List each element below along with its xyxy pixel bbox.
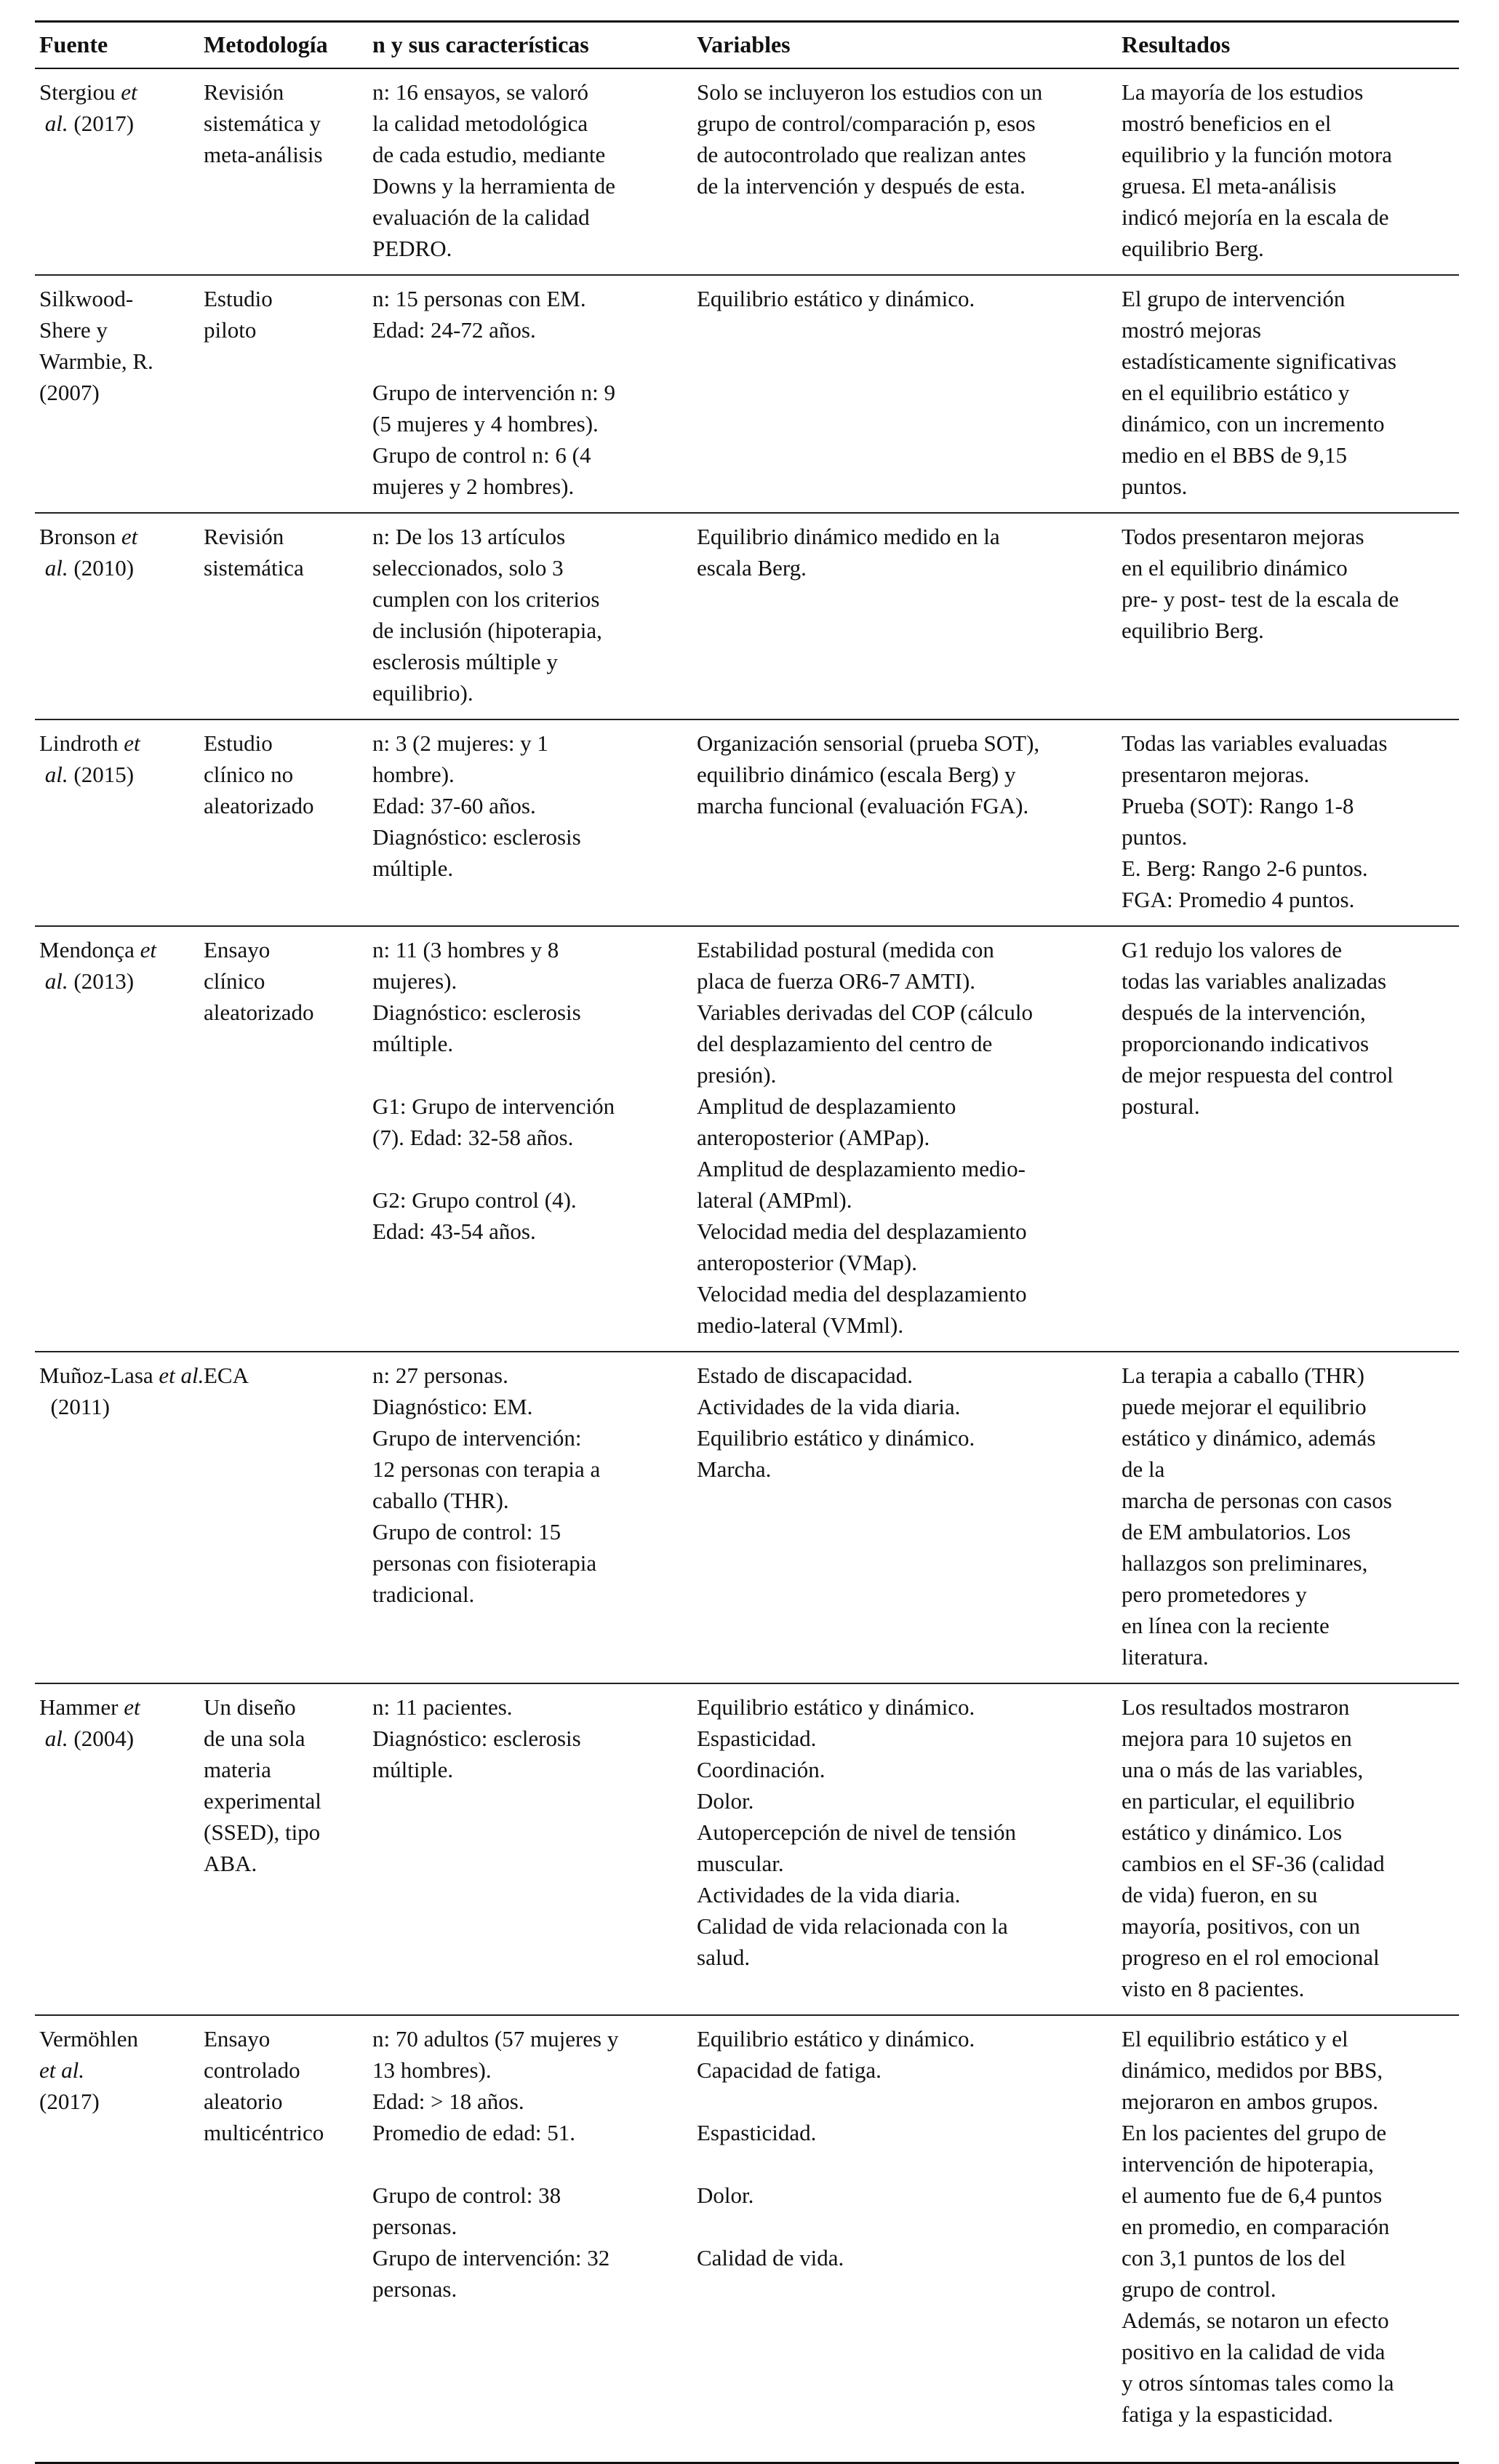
citation-author: Lindroth — [39, 730, 124, 756]
cell-n-caracteristicas-line: la calidad metodológica — [372, 111, 588, 136]
cell-n-caracteristicas-line: Diagnóstico: esclerosis — [372, 1000, 581, 1025]
cell-resultados-line: pre- y post- test de la escala de — [1122, 586, 1399, 612]
table-row — [35, 926, 1459, 1352]
cell-variables-line: Velocidad media del desplazamiento — [697, 1219, 1027, 1244]
cell-fuente — [35, 926, 199, 1352]
cell-n-caracteristicas-line: Edad: 24-72 años. — [372, 317, 536, 343]
cell-n-caracteristicas-line: de inclusión (hipoterapia, — [372, 618, 602, 643]
cell-metodologia-line: sistemática y — [204, 111, 321, 136]
cell-n-caracteristicas — [368, 1683, 692, 2015]
cell-resultados-line: indicó mejoría en la escala de — [1122, 204, 1389, 230]
cell-variables-line: anteroposterior (VMap). — [697, 1250, 918, 1275]
citation-line — [39, 1360, 204, 1391]
cell-n-caracteristicas-line: n: 27 personas. — [372, 1363, 508, 1388]
cell-resultados-line: cambios en el SF-36 (calidad — [1122, 1851, 1385, 1876]
cell-variables-line: Dolor. — [697, 2182, 754, 2208]
cell-n-caracteristicas-line: múltiple. — [372, 1757, 454, 1782]
cell-resultados-line: marcha de personas con casos — [1122, 1488, 1392, 1513]
citation-year: (2010) — [68, 555, 135, 581]
cell-metodologia-line: Un diseño — [204, 1694, 296, 1720]
cell-resultados-line: El grupo de intervención — [1122, 286, 1346, 311]
cell-metodologia — [199, 926, 368, 1352]
cell-n-caracteristicas — [368, 2015, 692, 2463]
citation-line — [39, 965, 189, 997]
cell-n-caracteristicas-line: n: 15 personas con EM. — [372, 286, 586, 311]
cell-metodologia-line: ABA. — [204, 1851, 257, 1876]
cell-n-caracteristicas-line — [372, 346, 682, 377]
cell-n-caracteristicas-line: de cada estudio, mediante — [372, 142, 606, 167]
header-variables: Variables — [692, 22, 1117, 69]
cell-metodologia — [199, 1683, 368, 2015]
cell-metodologia — [199, 2015, 368, 2463]
cell-variables-line: Calidad de vida relacionada con la — [697, 1913, 1008, 1939]
citation-year: (2011) — [39, 1394, 110, 1419]
cell-n-caracteristicas-line: personas. — [372, 2214, 457, 2239]
cell-variables-line: Calidad de vida. — [697, 2245, 844, 2270]
citation-line: (2007) — [39, 380, 100, 405]
cell-resultados-line: estático y dinámico. Los — [1122, 1819, 1343, 1845]
cell-variables-line — [697, 2148, 1107, 2180]
cell-fuente — [35, 2015, 199, 2463]
cell-resultados-line: puntos. — [1122, 474, 1188, 499]
cell-variables-line: Variables derivadas del COP (cálculo — [697, 1000, 1033, 1025]
cell-n-caracteristicas-line: Edad: 37-60 años. — [372, 793, 536, 818]
cell-variables-line: Coordinación. — [697, 1757, 826, 1782]
table-body — [35, 68, 1459, 2463]
citation-etal: al. — [39, 968, 68, 994]
cell-variables — [692, 926, 1117, 1352]
cell-n-caracteristicas-line: evaluación de la calidad — [372, 204, 590, 230]
cell-n-caracteristicas-line: personas con fisioterapia — [372, 1550, 597, 1576]
cell-metodologia-line: controlado — [204, 2057, 300, 2083]
cell-metodologia-line: Estudio — [204, 730, 273, 756]
cell-resultados-line: en el equilibrio dinámico — [1122, 555, 1348, 581]
cell-resultados-line: mostró mejoras — [1122, 317, 1261, 343]
cell-resultados-line: progreso en el rol emocional — [1122, 1945, 1380, 1970]
cell-n-caracteristicas-line — [372, 1059, 682, 1091]
cell-variables-line: placa de fuerza OR6-7 AMTI). — [697, 968, 976, 994]
cell-metodologia — [199, 513, 368, 719]
citation-etal: al. — [39, 555, 68, 581]
table-header-row — [35, 22, 1459, 69]
cell-resultados-line: proporcionando indicativos — [1122, 1031, 1370, 1056]
cell-resultados-line: G1 redujo los valores de — [1122, 937, 1343, 962]
citation-line: Vermöhlen — [39, 2026, 139, 2052]
cell-n-caracteristicas-line: mujeres y 2 hombres). — [372, 474, 575, 499]
cell-fuente — [35, 719, 199, 926]
citation-year: (2013) — [68, 968, 135, 994]
citation-etal: et al. — [159, 1363, 204, 1388]
cell-metodologia-line: Ensayo — [204, 2026, 271, 2052]
cell-n-caracteristicas-line: n: 3 (2 mujeres: y 1 — [372, 730, 548, 756]
cell-variables-line: anteroposterior (AMPap). — [697, 1125, 930, 1150]
cell-resultados-line: En los pacientes del grupo de — [1122, 2120, 1387, 2145]
cell-n-caracteristicas-line: cumplen con los criterios — [372, 586, 600, 612]
cell-variables-line: Equilibrio estático y dinámico. — [697, 2026, 975, 2052]
cell-n-caracteristicas-line: Downs y la herramienta de — [372, 173, 615, 199]
cell-n-caracteristicas-line: n: 11 (3 hombres y 8 — [372, 937, 559, 962]
citation-line: Silkwood- — [39, 286, 134, 311]
cell-resultados-line: después de la intervención, — [1122, 1000, 1366, 1025]
cell-resultados — [1117, 68, 1459, 275]
cell-variables — [692, 513, 1117, 719]
cell-variables-line: Amplitud de desplazamiento medio- — [697, 1156, 1026, 1181]
cell-variables-line: presión). — [697, 1062, 777, 1088]
cell-resultados-line: el aumento fue de 6,4 puntos — [1122, 2182, 1383, 2208]
cell-variables-line: medio-lateral (VMml). — [697, 1312, 904, 1338]
cell-variables-line: Velocidad media del desplazamiento — [697, 1281, 1027, 1307]
cell-metodologia-line: aleatorio — [204, 2089, 283, 2114]
header-metodologia: Metodología — [199, 22, 368, 69]
citation-line — [39, 521, 189, 552]
cell-resultados — [1117, 1352, 1459, 1683]
cell-n-caracteristicas-line: Grupo de control n: 6 (4 — [372, 442, 591, 468]
cell-n-caracteristicas — [368, 513, 692, 719]
cell-metodologia — [199, 275, 368, 513]
cell-metodologia-line: ECA — [204, 1363, 249, 1388]
cell-resultados-line: una o más de las variables, — [1122, 1757, 1364, 1782]
cell-n-caracteristicas-line: Edad: 43-54 años. — [372, 1219, 536, 1244]
cell-n-caracteristicas-line: G1: Grupo de intervención — [372, 1093, 615, 1119]
cell-n-caracteristicas-line: Diagnóstico: esclerosis — [372, 1726, 581, 1751]
cell-variables-line: marcha funcional (evaluación FGA). — [697, 793, 1029, 818]
cell-resultados-line: presentaron mejoras. — [1122, 762, 1310, 787]
citation-line — [39, 76, 189, 108]
cell-resultados-line: La mayoría de los estudios — [1122, 79, 1364, 105]
cell-resultados-line: literatura. — [1122, 1644, 1209, 1670]
cell-resultados-line: equilibrio Berg. — [1122, 236, 1264, 261]
citation-line — [39, 759, 189, 790]
cell-metodologia-line: aleatorizado — [204, 793, 314, 818]
cell-variables — [692, 1683, 1117, 2015]
cell-fuente — [35, 275, 199, 513]
cell-variables-line: muscular. — [697, 1851, 784, 1876]
cell-variables-line: Estabilidad postural (medida con — [697, 937, 994, 962]
cell-variables-line — [697, 2211, 1107, 2242]
cell-n-caracteristicas-line: Grupo de control: 15 — [372, 1519, 561, 1544]
cell-resultados-line: Prueba (SOT): Rango 1-8 — [1122, 793, 1354, 818]
cell-n-caracteristicas-line: Grupo de intervención n: 9 — [372, 380, 616, 405]
citation-etal: et — [121, 79, 137, 105]
cell-metodologia-line: Revisión — [204, 79, 284, 105]
header-n-caracteristicas: n y sus características — [368, 22, 692, 69]
cell-n-caracteristicas-line: G2: Grupo control (4). — [372, 1187, 577, 1213]
cell-resultados-line: de mejor respuesta del control — [1122, 1062, 1394, 1088]
cell-resultados-line: Los resultados mostraron — [1122, 1694, 1350, 1720]
cell-resultados-line: Todas las variables evaluadas — [1122, 730, 1388, 756]
cell-variables-line: Organización sensorial (prueba SOT), — [697, 730, 1040, 756]
cell-n-caracteristicas-line: equilibrio). — [372, 680, 473, 706]
cell-n-caracteristicas-line: Diagnóstico: esclerosis — [372, 824, 581, 850]
cell-n-caracteristicas-line: caballo (THR). — [372, 1488, 509, 1513]
cell-n-caracteristicas-line: 13 hombres). — [372, 2057, 492, 2083]
cell-metodologia-line: Estudio — [204, 286, 273, 311]
cell-n-caracteristicas-line: n: 16 ensayos, se valoró — [372, 79, 589, 105]
cell-resultados-line: medio en el BBS de 9,15 — [1122, 442, 1347, 468]
cell-n-caracteristicas-line: mujeres). — [372, 968, 457, 994]
citation-line: (2017) — [39, 2089, 100, 2114]
cell-n-caracteristicas-line: (5 mujeres y 4 hombres). — [372, 411, 599, 436]
cell-resultados-line: visto en 8 pacientes. — [1122, 1976, 1305, 2001]
cell-metodologia-line: meta-análisis — [204, 142, 323, 167]
citation-line — [39, 108, 189, 139]
cell-metodologia-line: piloto — [204, 317, 257, 343]
cell-fuente — [35, 513, 199, 719]
cell-resultados-line: equilibrio y la función motora — [1122, 142, 1392, 167]
cell-resultados-line: estadísticamente significativas — [1122, 348, 1396, 374]
cell-metodologia-line: Revisión — [204, 524, 284, 549]
cell-variables-line: Equilibrio dinámico medido en la — [697, 524, 1000, 549]
cell-variables-line: salud. — [697, 1945, 751, 1970]
cell-variables-line: del desplazamiento del centro de — [697, 1031, 993, 1056]
cell-variables-line: Equilibrio estático y dinámico. — [697, 1694, 975, 1720]
cell-resultados-line: y otros síntomas tales como la — [1122, 2370, 1394, 2396]
citation-line — [39, 2054, 189, 2086]
cell-n-caracteristicas-line — [372, 2148, 682, 2180]
cell-resultados-line: fatiga y la espasticidad. — [1122, 2401, 1333, 2427]
citation-etal: al. — [39, 111, 68, 136]
cell-variables-line: Estado de discapacidad. — [697, 1363, 913, 1388]
cell-resultados-line: mayoría, positivos, con un — [1122, 1913, 1361, 1939]
cell-fuente — [35, 68, 199, 275]
cell-n-caracteristicas-line: PEDRO. — [372, 236, 452, 261]
citation-line — [39, 1723, 189, 1754]
cell-variables-line: Equilibrio estático y dinámico. — [697, 286, 975, 311]
cell-n-caracteristicas-line: Diagnóstico: EM. — [372, 1394, 533, 1419]
cell-resultados-line: mejoraron en ambos grupos. — [1122, 2089, 1378, 2114]
cell-resultados-line: mostró beneficios en el — [1122, 111, 1332, 136]
citation-line: Warmbie, R. — [39, 348, 153, 374]
cell-n-caracteristicas-line: n: De los 13 artículos — [372, 524, 566, 549]
cell-n-caracteristicas-line: Edad: > 18 años. — [372, 2089, 524, 2114]
cell-n-caracteristicas-line: (7). Edad: 32-58 años. — [372, 1125, 574, 1150]
citation-line — [39, 1391, 189, 1422]
cell-resultados-line: Todos presentaron mejoras — [1122, 524, 1364, 549]
cell-n-caracteristicas-line: seleccionados, solo 3 — [372, 555, 564, 581]
cell-variables — [692, 68, 1117, 275]
header-resultados: Resultados — [1117, 22, 1459, 69]
cell-resultados — [1117, 926, 1459, 1352]
cell-resultados-line: FGA: Promedio 4 puntos. — [1122, 887, 1355, 912]
cell-n-caracteristicas-line: esclerosis múltiple y — [372, 649, 558, 674]
cell-resultados-line: intervención de hipoterapia, — [1122, 2151, 1374, 2177]
cell-resultados — [1117, 1683, 1459, 2015]
cell-resultados-line: E. Berg: Rango 2-6 puntos. — [1122, 856, 1368, 881]
cell-n-caracteristicas — [368, 275, 692, 513]
cell-resultados-line: con 3,1 puntos de los del — [1122, 2245, 1346, 2270]
cell-variables-line: Actividades de la vida diaria. — [697, 1882, 961, 1907]
citation-etal: al. — [39, 762, 68, 787]
citation-author: Mendonça — [39, 937, 140, 962]
cell-resultados-line: en promedio, en comparación — [1122, 2214, 1390, 2239]
citation-etal: et — [121, 524, 138, 549]
cell-n-caracteristicas — [368, 1352, 692, 1683]
cell-resultados-line: El equilibrio estático y el — [1122, 2026, 1348, 2052]
table-row — [35, 68, 1459, 275]
cell-resultados-line: postural. — [1122, 1093, 1200, 1119]
cell-variables-line: Dolor. — [697, 1788, 754, 1814]
cell-resultados-line: puede mejorar el equilibrio — [1122, 1394, 1367, 1419]
cell-n-caracteristicas-line: n: 70 adultos (57 mujeres y — [372, 2026, 619, 2052]
citation-line — [39, 1691, 189, 1723]
cell-metodologia-line: Ensayo — [204, 937, 271, 962]
cell-n-caracteristicas-line: Grupo de intervención: 32 — [372, 2245, 610, 2270]
citation-etal: et al. — [39, 2057, 84, 2083]
citation-author: Hammer — [39, 1694, 124, 1720]
cell-n-caracteristicas-line: 12 personas con terapia a — [372, 1456, 601, 1482]
citation-etal: et — [124, 730, 140, 756]
header-fuente: Fuente — [35, 22, 199, 69]
cell-variables-line — [697, 2086, 1107, 2117]
citation-year: (2015) — [68, 762, 135, 787]
cell-resultados — [1117, 719, 1459, 926]
cell-resultados-line: La terapia a caballo (THR) — [1122, 1363, 1364, 1388]
cell-metodologia-line: experimental — [204, 1788, 321, 1814]
table-row — [35, 275, 1459, 513]
citation-author: Muñoz-Lasa — [39, 1363, 159, 1388]
cell-variables-line: Actividades de la vida diaria. — [697, 1394, 961, 1419]
cell-resultados-line: positivo en la calidad de vida — [1122, 2339, 1386, 2364]
citation-line — [39, 552, 189, 583]
cell-resultados-line: mejora para 10 sujetos en — [1122, 1726, 1352, 1751]
citation-etal: et — [140, 937, 156, 962]
cell-resultados-line: equilibrio Berg. — [1122, 618, 1264, 643]
cell-variables-line: Solo se incluyeron los estudios con un — [697, 79, 1043, 105]
cell-n-caracteristicas-line: Promedio de edad: 51. — [372, 2120, 575, 2145]
cell-n-caracteristicas — [368, 719, 692, 926]
cell-resultados — [1117, 2015, 1459, 2463]
citation-author: Bronson — [39, 524, 121, 549]
cell-n-caracteristicas-line: hombre). — [372, 762, 455, 787]
cell-variables-line: Espasticidad. — [697, 1726, 817, 1751]
citation-etal: al. — [39, 1726, 68, 1751]
cell-variables-line: Amplitud de desplazamiento — [697, 1093, 956, 1119]
cell-resultados-line: puntos. — [1122, 824, 1188, 850]
studies-table — [35, 20, 1459, 2464]
cell-n-caracteristicas-line: múltiple. — [372, 1031, 454, 1056]
cell-resultados-line: dinámico, medidos por BBS, — [1122, 2057, 1383, 2083]
cell-variables — [692, 719, 1117, 926]
cell-n-caracteristicas-line: múltiple. — [372, 856, 454, 881]
cell-metodologia — [199, 68, 368, 275]
cell-variables-line: Autopercepción de nivel de tensión — [697, 1819, 1017, 1845]
cell-variables-line: Marcha. — [697, 1456, 772, 1482]
cell-n-caracteristicas-line: personas. — [372, 2276, 457, 2302]
cell-metodologia-line: materia — [204, 1757, 271, 1782]
cell-variables-line: Espasticidad. — [697, 2120, 817, 2145]
citation-line — [39, 934, 189, 965]
cell-n-caracteristicas-line — [372, 1153, 682, 1184]
table-row — [35, 719, 1459, 926]
cell-variables-line: de autocontrolado que realizan antes — [697, 142, 1026, 167]
cell-resultados-line: hallazgos son preliminares, — [1122, 1550, 1368, 1576]
cell-resultados-line: todas las variables analizadas — [1122, 968, 1387, 994]
cell-fuente — [35, 1683, 199, 2015]
cell-resultados-line: dinámico, con un incremento — [1122, 411, 1385, 436]
cell-resultados-line: estático y dinámico, además — [1122, 1425, 1376, 1451]
cell-metodologia-line: (SSED), tipo — [204, 1819, 321, 1845]
cell-metodologia-line: de una sola — [204, 1726, 305, 1751]
cell-n-caracteristicas — [368, 68, 692, 275]
cell-metodologia-line: clínico — [204, 968, 265, 994]
cell-resultados — [1117, 275, 1459, 513]
cell-variables-line: Capacidad de fatiga. — [697, 2057, 882, 2083]
cell-n-caracteristicas-line: n: 11 pacientes. — [372, 1694, 513, 1720]
cell-resultados-line: gruesa. El meta-análisis — [1122, 173, 1337, 199]
citation-year: (2004) — [68, 1726, 135, 1751]
cell-variables-line: de la intervención y después de esta. — [697, 173, 1026, 199]
document-page — [35, 20, 1459, 2464]
cell-resultados-line: Además, se notaron un efecto — [1122, 2308, 1389, 2333]
cell-resultados-line: pero prometedores y — [1122, 1582, 1307, 1607]
citation-year: (2017) — [68, 111, 135, 136]
cell-resultados-line: en línea con la reciente — [1122, 1613, 1330, 1638]
cell-metodologia-line: clínico no — [204, 762, 294, 787]
table-row — [35, 513, 1459, 719]
cell-metodologia-line: sistemática — [204, 555, 304, 581]
cell-metodologia — [199, 1352, 368, 1683]
cell-resultados-line: en particular, el equilibrio — [1122, 1788, 1355, 1814]
cell-variables-line: grupo de control/comparación p, esos — [697, 111, 1036, 136]
cell-variables — [692, 275, 1117, 513]
cell-resultados-line: en el equilibrio estático y — [1122, 380, 1350, 405]
cell-resultados-line: de EM ambulatorios. Los — [1122, 1519, 1351, 1544]
cell-n-caracteristicas-line: Grupo de control: 38 — [372, 2182, 561, 2208]
citation-line: Shere y — [39, 317, 108, 343]
cell-variables — [692, 2015, 1117, 2463]
cell-n-caracteristicas-line: Grupo de intervención: — [372, 1425, 582, 1451]
cell-fuente — [35, 1352, 204, 1683]
cell-metodologia-line: multicéntrico — [204, 2120, 324, 2145]
citation-etal: et — [124, 1694, 140, 1720]
table-row — [35, 1683, 1459, 2015]
citation-author: Stergiou — [39, 79, 121, 105]
cell-resultados-line: de vida) fueron, en su — [1122, 1882, 1318, 1907]
table-row — [35, 2015, 1459, 2463]
cell-variables — [692, 1352, 1117, 1683]
cell-variables-line: escala Berg. — [697, 555, 807, 581]
cell-metodologia-line: aleatorizado — [204, 1000, 314, 1025]
cell-variables-line: lateral (AMPml). — [697, 1187, 852, 1213]
citation-line — [39, 727, 189, 759]
cell-n-caracteristicas — [368, 926, 692, 1352]
cell-n-caracteristicas-line: tradicional. — [372, 1582, 475, 1607]
cell-variables-line: equilibrio dinámico (escala Berg) y — [697, 762, 1016, 787]
cell-resultados-line: de la — [1122, 1456, 1165, 1482]
cell-variables-line: Equilibrio estático y dinámico. — [697, 1425, 975, 1451]
cell-metodologia — [199, 719, 368, 926]
table-row — [35, 1352, 1459, 1683]
cell-resultados-line: grupo de control. — [1122, 2276, 1276, 2302]
cell-resultados — [1117, 513, 1459, 719]
